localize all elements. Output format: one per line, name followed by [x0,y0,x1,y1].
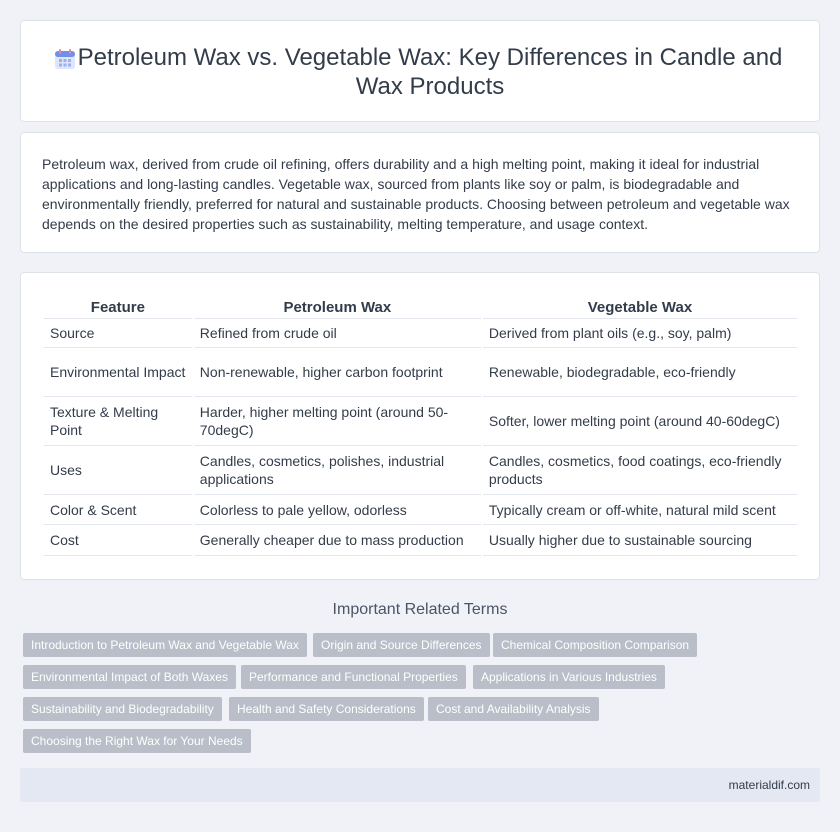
table-cell: Color & Scent [44,495,192,525]
table-cell: Environmental Impact [44,348,192,397]
table-row [44,397,797,446]
table-cell: Cost [44,525,192,556]
header-petroleum-wax: Petroleum Wax [194,297,481,319]
related-terms-heading: Important Related Terms [332,601,508,618]
table-cell: Refined from crude oil [194,319,481,348]
related-term-tag[interactable]: Sustainability and Biodegradability [23,697,222,721]
header-vegetable-wax: Vegetable Wax [483,297,797,319]
table-cell: Generally cheaper due to mass production [194,525,481,556]
table-row [44,495,797,525]
table-header-row [44,297,797,319]
table-row [44,348,797,397]
table-cell: Non-renewable, higher carbon footprint [194,348,481,397]
table-row [44,319,797,348]
related-term-tag[interactable]: Introduction to Petroleum Wax and Vegetable Wax [23,633,307,657]
table-cell: Source [44,319,192,348]
related-term-tag[interactable]: Health and Safety Considerations [229,697,424,721]
table-cell: Derived from plant oils (e.g., soy, palm) [483,319,797,348]
intro-paragraph: Petroleum wax, derived from crude oil refining, offers durability and a high melting point, making it ideal for industrial applications and long-lasting candles. Vegetable wax, sourced from plants like soy or palm, is biodegradable and environmentally friendly, preferred for natural and sustainable products. Choosing between petroleum and vegetable wax depends on the desired properties such as sustainability, melting temperature, and usage context. [42,156,790,232]
table-cell: Softer, lower melting point (around 40-60degC) [483,397,797,446]
table-row [44,446,797,495]
table-cell: Harder, higher melting point (around 50-70degC) [194,397,481,446]
table-cell: Candles, cosmetics, polishes, industrial applications [194,446,481,495]
table-cell: Colorless to pale yellow, odorless [194,495,481,525]
header-feature: Feature [44,297,192,319]
related-term-tag[interactable]: Choosing the Right Wax for Your Needs [23,729,251,753]
table-cell: Uses [44,446,192,495]
related-term-tag[interactable]: Applications in Various Industries [473,665,665,689]
comparison-table [42,297,799,556]
intro-card [20,132,820,253]
table-cell: Typically cream or off-white, natural mild scent [483,495,797,525]
table-cell: Usually higher due to sustainable sourcing [483,525,797,556]
comparison-table-card [20,272,820,580]
table-cell: Texture & Melting Point [44,397,192,446]
related-term-tag[interactable]: Performance and Functional Properties [241,665,466,689]
table-row [44,525,797,556]
related-term-tag[interactable]: Environmental Impact of Both Waxes [23,665,236,689]
related-term-tag[interactable]: Cost and Availability Analysis [428,697,599,721]
page-title: Petroleum Wax vs. Vegetable Wax: Key Differences in Candle and Wax Products [77,44,783,100]
table-cell: Renewable, biodegradable, eco-friendly [483,348,797,397]
footer-site-link[interactable]: materialdif.com [728,778,810,792]
title-card [20,20,820,122]
related-term-tag[interactable]: Origin and Source Differences [313,633,490,657]
related-term-tag[interactable]: Chemical Composition Comparison [493,633,697,657]
table-cell: Candles, cosmetics, food coatings, eco-friendly products [483,446,797,495]
footer [20,768,820,802]
